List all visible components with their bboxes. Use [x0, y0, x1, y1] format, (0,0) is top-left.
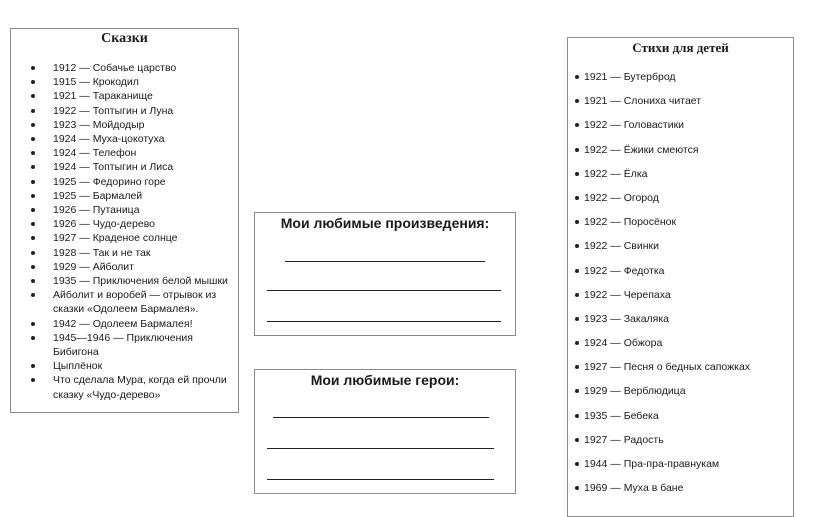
fill-in-line — [267, 321, 501, 322]
list-item: 1915 — Крокодил — [53, 75, 238, 89]
list-item: 1945—1946 — Приключения Бибигона — [53, 331, 238, 359]
poems-panel — [567, 37, 794, 517]
list-item: Что сделала Мура, когда ей прочли сказку «Чудо-дерево» — [53, 373, 238, 401]
fill-in-line — [267, 290, 501, 291]
list-item: Цыплёнок — [53, 359, 238, 373]
list-item: 1925 — Федорино горе — [53, 175, 238, 189]
fill-in-line — [267, 479, 494, 480]
list-item: 1922 — Огород — [584, 192, 793, 216]
list-item: 1912 — Собачье царство — [53, 61, 238, 75]
poems-title: Стихи для детей — [632, 40, 729, 55]
list-item: 1942 — Одолеем Бармалея! — [53, 317, 238, 331]
list-item: 1944 — Пра-пра-правнукам — [584, 458, 793, 482]
list-item: 1925 — Бармалей — [53, 189, 238, 203]
poems-list — [568, 71, 793, 506]
list-item: 1922 — Черепаха — [584, 289, 793, 313]
list-item: 1923 — Мойдодыр — [53, 118, 238, 132]
fill-in-line — [267, 448, 494, 449]
favorite-heroes-panel — [254, 369, 516, 494]
list-item: 1935 — Приключения белой мышки — [53, 274, 238, 288]
list-item: 1922 — Головастики — [584, 119, 793, 143]
list-item: 1928 — Так и не так — [53, 246, 238, 260]
list-item: 1921 — Бутерброд — [584, 71, 793, 95]
list-item: 1924 — Муха-цокотуха — [53, 132, 238, 146]
favorite-works-panel — [254, 212, 516, 336]
fill-in-line — [273, 417, 489, 418]
list-item: 1922 — Поросёнок — [584, 216, 793, 240]
tales-list — [11, 61, 238, 402]
list-item: 1926 — Чудо-дерево — [53, 217, 238, 231]
list-item: 1922 — Ёлка — [584, 168, 793, 192]
list-item: 1935 — Бебека — [584, 410, 793, 434]
list-item: 1969 — Муха в бане — [584, 482, 793, 506]
list-item: 1922 — Ёжики смеются — [584, 144, 793, 168]
list-item: 1927 — Радость — [584, 434, 793, 458]
list-item: 1924 — Обжора — [584, 337, 793, 361]
favorite-heroes-title: Мои любимые герои: — [310, 372, 460, 388]
list-item: 1921 — Тараканище — [53, 89, 238, 103]
list-item: Айболит и воробей — отрывок из сказки «Одолеем Бармалея». — [53, 288, 238, 316]
list-item: 1924 — Телефон — [53, 146, 238, 160]
list-item: 1922 — Топтыгин и Луна — [53, 104, 238, 118]
list-item: 1921 — Слониха читает — [584, 95, 793, 119]
tales-panel — [10, 28, 239, 413]
list-item: 1926 — Путаница — [53, 203, 238, 217]
list-item: 1929 — Верблюдица — [584, 385, 793, 409]
list-item: 1927 — Песня о бедных сапожках — [584, 361, 793, 385]
fill-in-line — [285, 261, 485, 262]
list-item: 1927 — Краденое солнце — [53, 231, 238, 245]
tales-title: Сказки — [101, 31, 148, 46]
list-item: 1924 — Топтыгин и Лиса — [53, 160, 238, 174]
list-item: 1922 — Федотка — [584, 265, 793, 289]
favorite-works-title: Мои любимые произведения: — [280, 215, 490, 231]
list-item: 1922 — Свинки — [584, 240, 793, 264]
list-item: 1929 — Айболит — [53, 260, 238, 274]
list-item: 1923 — Закаляка — [584, 313, 793, 337]
